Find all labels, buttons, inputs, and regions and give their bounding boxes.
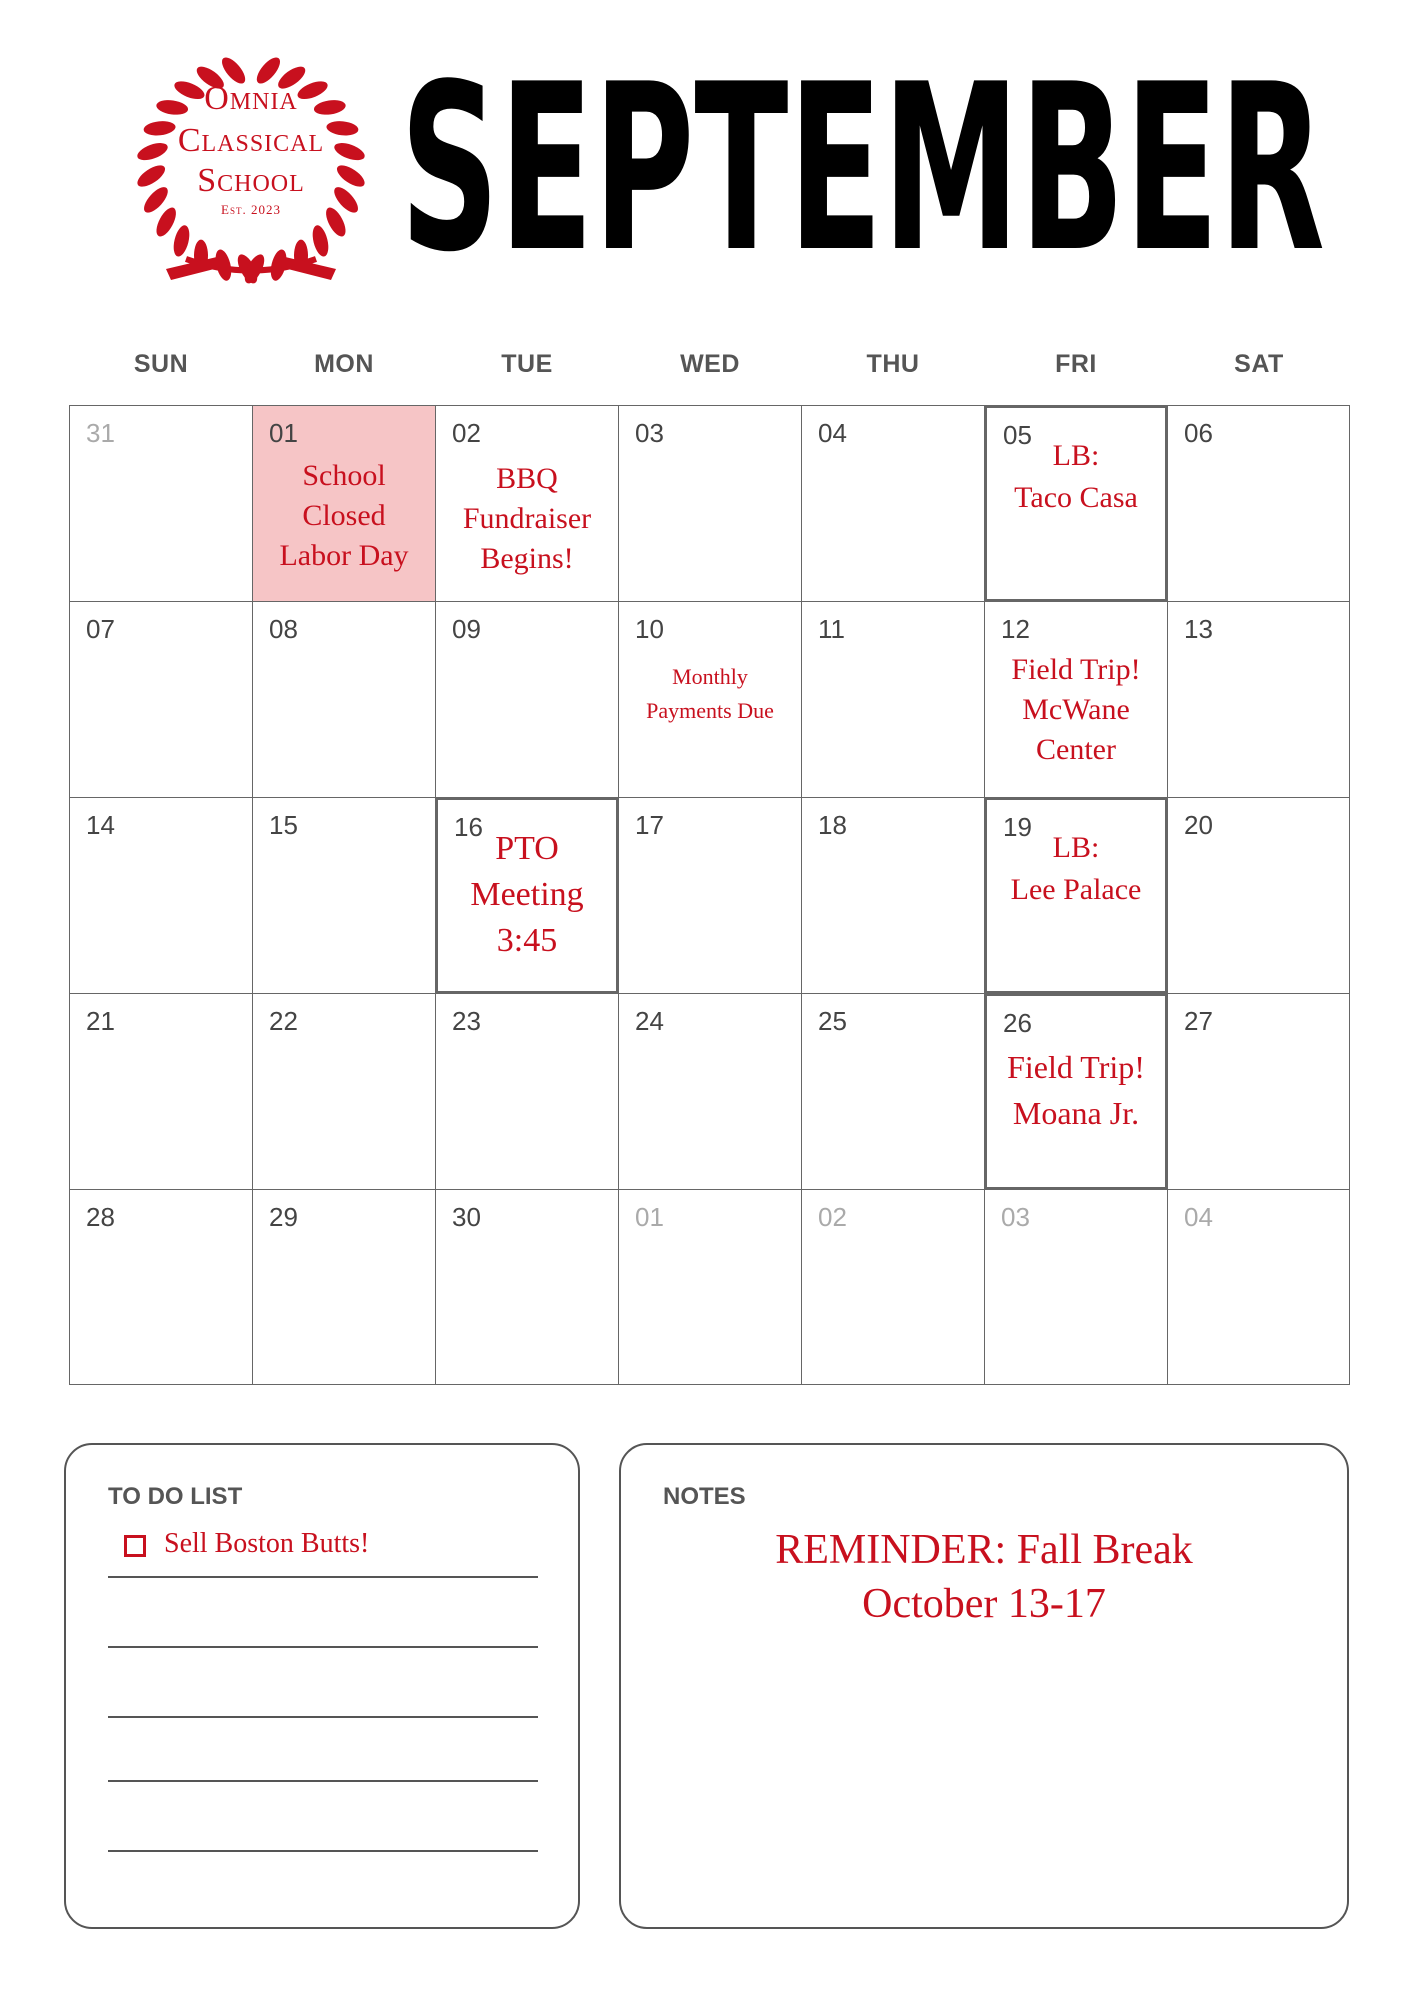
day-number: 25: [818, 1006, 847, 1036]
notes-panel: [619, 1443, 1349, 1929]
day-number: 18: [818, 810, 847, 840]
day-cell[interactable]: [1167, 1189, 1350, 1385]
day-number: 04: [818, 418, 847, 448]
day-number: 05: [1003, 420, 1032, 450]
day-cell[interactable]: [984, 797, 1168, 994]
day-number: 07: [86, 614, 115, 644]
todo-line: [108, 1780, 538, 1782]
todo-line: [108, 1646, 538, 1648]
day-number: 13: [1184, 614, 1213, 644]
day-number: 15: [269, 810, 298, 840]
event-text: Field Trip!: [1007, 1049, 1145, 1085]
day-header-thu: THU: [866, 350, 920, 378]
day-cell[interactable]: [801, 601, 984, 797]
event-text: Labor Day: [279, 539, 409, 572]
logo-established: Est. 2023: [221, 202, 281, 217]
event-text: LB:: [1052, 831, 1100, 864]
day-cell[interactable]: [801, 1189, 984, 1385]
todo-list-title: TO DO LIST: [108, 1483, 243, 1510]
day-header-sun: SUN: [133, 350, 189, 378]
day-cell[interactable]: [69, 993, 252, 1189]
day-number: 09: [452, 614, 481, 644]
todo-line: [108, 1576, 538, 1578]
event-text: Taco Casa: [1014, 481, 1138, 514]
day-cell[interactable]: [618, 993, 801, 1189]
day-cell[interactable]: [435, 993, 618, 1189]
event-text: Monthly: [672, 664, 748, 689]
day-cell[interactable]: [984, 993, 1168, 1190]
day-cell[interactable]: [252, 993, 435, 1189]
school-logo: [126, 44, 376, 289]
event-text: Fundraiser: [462, 502, 592, 535]
day-number: 03: [635, 418, 664, 448]
day-number: 03: [1001, 1202, 1030, 1232]
event-text: Lee Palace: [1010, 873, 1142, 906]
day-number: 01: [635, 1202, 664, 1232]
notes-line-1: REMINDER: Fall Break: [775, 1527, 1193, 1573]
day-header-fri: FRI: [1055, 350, 1097, 378]
day-number: 28: [86, 1202, 115, 1232]
day-number: 22: [269, 1006, 298, 1036]
notes-title: NOTES: [663, 1483, 746, 1510]
day-cell[interactable]: [252, 405, 435, 601]
day-number: 08: [269, 614, 298, 644]
day-cell[interactable]: [1167, 797, 1350, 993]
day-cell[interactable]: [252, 601, 435, 797]
event-text: LB:: [1052, 439, 1100, 472]
day-number: 26: [1003, 1008, 1032, 1038]
logo-line-2: Classical: [177, 122, 325, 159]
event-text: Begins!: [480, 542, 574, 575]
day-cell[interactable]: [618, 1189, 801, 1385]
day-cell[interactable]: [618, 601, 801, 797]
event-text: BBQ: [496, 462, 558, 495]
day-cell[interactable]: [984, 601, 1167, 797]
day-number: 30: [452, 1202, 481, 1232]
event-text: Meeting: [470, 876, 584, 913]
day-cell[interactable]: [69, 1189, 252, 1385]
day-cell[interactable]: [252, 797, 435, 993]
month-title-text: SEPTEMBER: [400, 68, 1325, 278]
day-number: 21: [86, 1006, 115, 1036]
day-cell[interactable]: [435, 1189, 618, 1385]
day-cell[interactable]: [618, 405, 801, 601]
day-cell[interactable]: [618, 797, 801, 993]
event-text: PTO: [495, 830, 559, 867]
day-number: 02: [452, 418, 481, 448]
day-cell[interactable]: [801, 797, 984, 993]
day-cell[interactable]: [801, 405, 984, 601]
todo-item-text: Sell Boston Butts!: [164, 1528, 370, 1559]
day-number: 11: [818, 614, 845, 644]
day-cell[interactable]: [1167, 601, 1350, 797]
todo-checkbox[interactable]: [124, 1535, 146, 1557]
event-text: 3:45: [496, 922, 558, 959]
day-cell[interactable]: [984, 1189, 1167, 1385]
todo-list-panel: [64, 1443, 580, 1929]
day-header-tue: TUE: [501, 350, 553, 378]
day-cell[interactable]: [69, 797, 252, 993]
event-text: McWane: [1022, 693, 1130, 726]
day-number: 23: [452, 1006, 481, 1036]
day-number: 01: [269, 418, 298, 448]
logo-line-3: School: [197, 162, 305, 199]
day-number: 06: [1184, 418, 1213, 448]
calendar-grid: [69, 405, 1350, 1387]
day-header-sat: SAT: [1234, 350, 1284, 378]
day-cell[interactable]: [984, 405, 1168, 602]
todo-line: [108, 1850, 538, 1852]
day-cell[interactable]: [1167, 993, 1350, 1189]
day-number: 31: [86, 418, 115, 448]
day-header-mon: MON: [314, 350, 374, 378]
day-number: 24: [635, 1006, 664, 1036]
todo-line: [108, 1716, 538, 1718]
notes-line-2: October 13-17: [862, 1581, 1106, 1627]
day-cell[interactable]: [435, 797, 619, 994]
logo-line-1: Omnia: [204, 80, 298, 117]
day-cell[interactable]: [435, 405, 618, 601]
event-text: Field Trip!: [1011, 653, 1141, 686]
day-number: 29: [269, 1202, 298, 1232]
event-text: Payments Due: [646, 698, 774, 723]
day-cell[interactable]: [252, 1189, 435, 1385]
event-text: Closed: [302, 499, 386, 532]
day-number: 04: [1184, 1202, 1213, 1232]
month-title: [400, 68, 1330, 278]
event-text: Center: [1036, 733, 1116, 766]
day-cell[interactable]: [435, 601, 618, 797]
event-text: School: [302, 459, 386, 492]
day-number: 27: [1184, 1006, 1213, 1036]
day-number: 17: [635, 810, 664, 840]
day-number: 20: [1184, 810, 1213, 840]
day-cell[interactable]: [69, 601, 252, 797]
day-cell[interactable]: [69, 405, 252, 601]
day-number: 12: [1001, 614, 1030, 644]
day-number: 19: [1003, 812, 1032, 842]
day-header-wed: WED: [680, 350, 740, 378]
day-number: 10: [635, 614, 664, 644]
day-cell[interactable]: [801, 993, 984, 1189]
day-cell[interactable]: [1167, 405, 1350, 601]
day-number: 14: [86, 810, 115, 840]
day-number: 16: [454, 812, 483, 842]
event-text: Moana Jr.: [1012, 1095, 1140, 1131]
day-number: 02: [818, 1202, 847, 1232]
